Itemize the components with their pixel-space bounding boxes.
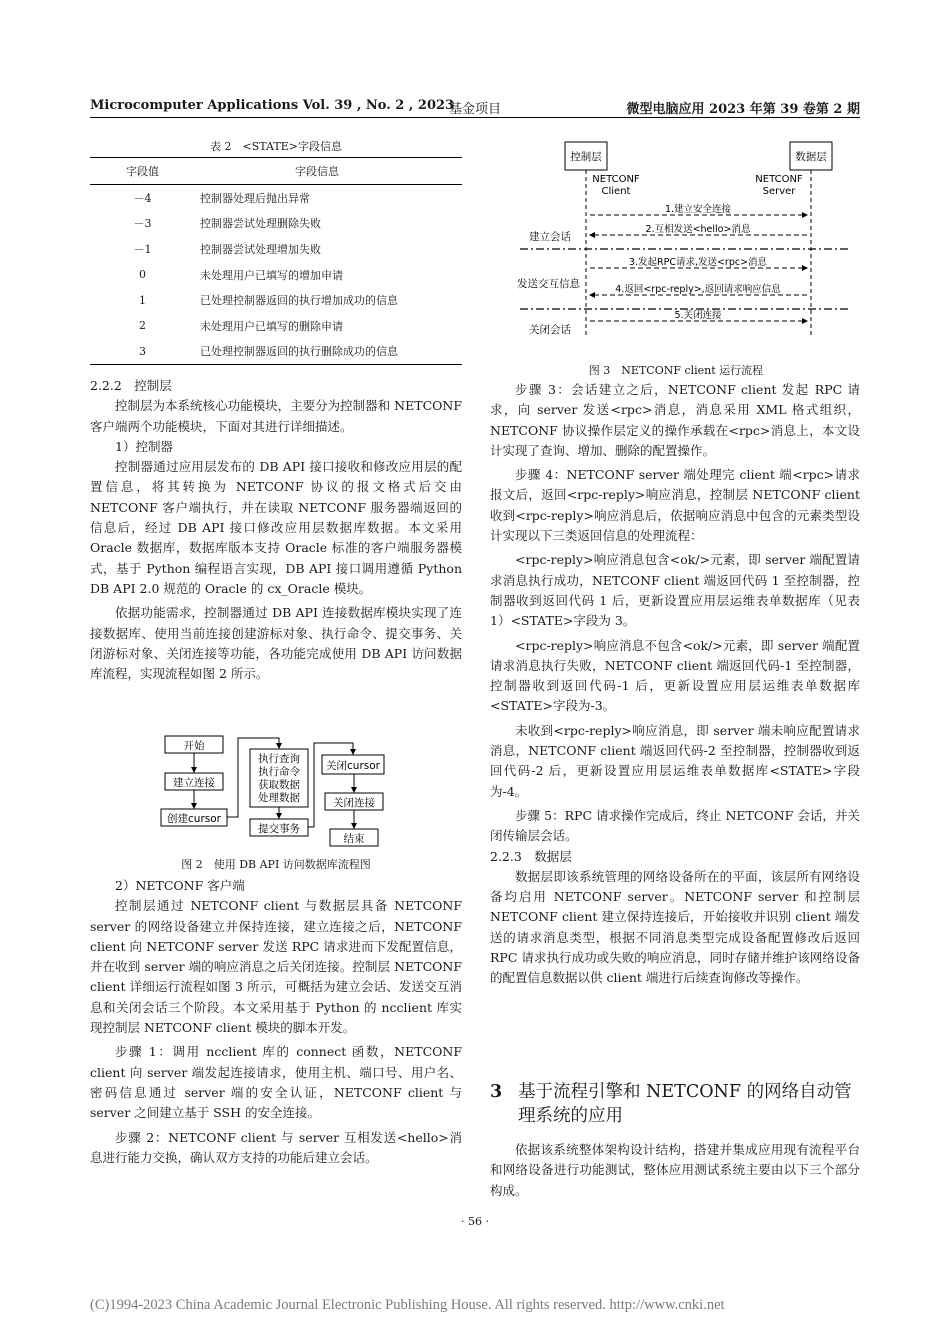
figure-3-caption: 图 3 NETCONF client 运行流程	[588, 364, 764, 377]
end-label: 结束	[343, 833, 365, 845]
paragraph: 控制层通过 NETCONF client 与数据层具备 NETCONF server 的网络设备建立并保持连接，建立连接之后，NETCONF client 向 NETCONF server 发送 RPC 请求进而下发配置信息，并在收到 server 端的响应消息之后关闭连接。控制层 NETCONF client 详细运行流程如图 3 所示，可概括为建立会话、发送交互消息和关闭会话三个阶段。本文采用基于 Python 的 ncclient 库实现控制层 NETCONF client 模块的脚本开发。	[90, 898, 462, 1036]
table-cell: 控制器尝试处理删除失败	[200, 217, 321, 231]
server-label-1: NETCONF	[755, 174, 803, 185]
paragraph: 步骤 3：会话建立之后，NETCONF client 发起 RPC 请求，向 server 发送<rpc>消息，消息采用 XML 格式组织，NETCONF 协议操作层定义的操作承载在<rpc>消息上，本文设计实现了查询、增加、删除的配置操作。	[490, 382, 860, 458]
left-column-upper	[90, 376, 462, 684]
table-row	[90, 339, 462, 365]
section-heading-2-2-3: 2.2.3 数据层	[490, 848, 572, 864]
table-cell: 未处理用户已填写的增加申请	[200, 268, 343, 282]
paragraph: 未收到<rpc-reply>响应消息，即 server 端未响应配置请求消息，NETCONF client 端返回代码-2 至控制器，控制器收到返回代码-2 后，更新设置应用层运维表单数据库<STATE>字段为-4。	[490, 722, 860, 799]
query-label-1: 执行查询	[258, 753, 300, 765]
commit-label: 提交事务	[258, 823, 300, 835]
message-4: 4.返回<rpc-reply>,返回请求响应信息	[615, 284, 781, 295]
section-3-title: 基于流程引擎和 NETCONF 的网络自动管理系统的应用	[518, 1082, 852, 1126]
table-cell: －4	[133, 191, 152, 205]
table-cell: 2	[139, 319, 146, 333]
paragraph: 依据该系统整体架构设计结构，搭建并集成应用现有流程平台和网络设备进行功能测试，整体应用测试系统主要由以下三个部分构成。	[490, 1142, 860, 1198]
phase-establish: 建立会话	[529, 231, 571, 243]
running-header-center: 基金项目	[448, 102, 501, 117]
table-cell: 1	[139, 293, 146, 307]
close-conn-label: 关闭连接	[333, 797, 375, 809]
paragraph: 控制层为本系统核心功能模块，主要分为控制器和 NETCONF 客户端两个功能模块，下面对其进行详细描述。	[90, 398, 462, 434]
left-column-lower	[90, 876, 462, 1168]
table-cell: －3	[133, 217, 152, 231]
message-3: 3.发起RPC请求,发送<rpc>消息	[628, 257, 768, 268]
table2-caption: 表 2 <STATE>字段信息	[210, 140, 342, 153]
server-label-2: Server	[762, 186, 796, 197]
running-header-right: 微型电脑应用 2023 年第 39 卷第 2 期	[626, 102, 860, 117]
table-cell: 已处理控制器返回的执行删除成功的信息	[195, 339, 462, 365]
figure-3-sequence-diagram	[515, 138, 855, 343]
paragraph: 步骤 1：调用 ncclient 库的 connect 函数，NETCONF client 向 server 端发起连接请求，使用主机、端口号、用户名、密码信息通过 server 端的安全认证，NETCONF client 与 server 之间建立基于 SSH 的安全连接。	[90, 1044, 462, 1121]
table-cell: 0	[139, 268, 146, 282]
query-label-2: 执行命令	[258, 766, 300, 778]
message-5: 5.关闭连接	[674, 310, 722, 321]
query-label-4: 处理数据	[258, 792, 300, 804]
table-cell: 控制器处理后抛出异常	[200, 191, 310, 205]
table-row	[90, 287, 462, 313]
figure-2-flowchart	[160, 735, 400, 857]
table-cell: －1	[133, 242, 152, 256]
header-rule	[90, 117, 860, 118]
subheading: 2）NETCONF 客户端	[115, 878, 245, 893]
paragraph: 步骤 4：NETCONF server 端处理完 client 端<rpc>请求报文后，返回<rpc-reply>响应消息，控制层 NETCONF client 收到<rpc-reply>响应消息后，依据响应消息中包含的元素类型设计实现以下三类返回信息的处理流程：	[490, 467, 860, 544]
table-row	[90, 236, 462, 262]
client-label-1: NETCONF	[592, 174, 640, 185]
message-2: 2.互相发送<hello>消息	[645, 224, 751, 235]
table-cell: 已处理控制器返回的执行增加成功的信息	[200, 294, 398, 308]
table-row	[90, 313, 462, 339]
copyright-footer: (C)1994-2023 China Academic Journal Electronic Publishing House. All rights reserved. http://www.cnki.net	[90, 1297, 725, 1313]
connect-label: 建立连接	[173, 777, 215, 789]
table-row	[90, 211, 462, 237]
start-label: 开始	[183, 740, 205, 752]
paragraph: 依据功能需求，控制器通过 DB API 连接数据库模块实现了连接数据库、使用当前连接创建游标对象、执行命令、提交事务、关闭游标对象、关闭连接等功能，各功能完成使用 DB API 访问数据库流程，实现流程如图 2 所示。	[90, 605, 462, 682]
table-row	[90, 185, 462, 211]
table-cell: 3	[90, 339, 195, 365]
paragraph: <rpc-reply>响应消息包含<ok/>元素，即 server 端配置请求消息执行成功，NETCONF client 端返回代码 1 至控制器，控制器收到返回代码 1 后，更新设置应用层运维表单数据库（见表 1）<STATE>字段为 3。	[490, 552, 860, 629]
paragraph: 数据层即该系统管理的网络设备所在的平面，该层所有网络设备均启用 NETCONF server。NETCONF server 和控制层 NETCONF client 建立保持连接后，开始接收并识别 client 端发送的请求消息类型，根据不同消息类型完成设备配置修改后返回 RPC 请求执行成功或失败的响应消息，同时存储并维护该网络设备的配置信息数据以供 client 端进行后续查询修改等操作。	[490, 868, 860, 986]
query-label-3: 获取数据	[258, 779, 300, 791]
column-header: 字段信息	[195, 158, 462, 185]
section-heading-2-2-2: 2.2.2 控制层	[90, 378, 172, 393]
data-layer-label: 数据层	[795, 151, 827, 163]
table2	[90, 157, 462, 365]
right-column	[490, 380, 860, 989]
paragraph: 步骤 2：NETCONF client 与 server 互相发送<hello>消息进行能力交换，确认双方支持的功能后建立会话。	[90, 1129, 462, 1165]
subheading: 1）控制器	[115, 438, 173, 454]
client-label-2: Client	[601, 186, 631, 197]
running-header-left: Microcomputer Applications Vol. 39 , No. 2 , 2023	[90, 98, 455, 113]
table-header-row	[90, 158, 462, 185]
paragraph: 步骤 5：RPC 请求操作完成后，终止 NETCONF 会话，并关闭传输层会话。	[490, 807, 860, 844]
phase-exchange: 发送交互信息	[517, 278, 580, 290]
figure-2-caption: 图 2 使用 DB API 访问数据库流程图	[181, 858, 371, 871]
page-number: · 56 ·	[461, 1215, 489, 1228]
right-column-bottom	[490, 1140, 860, 1201]
cursor-label: 创建cursor	[167, 813, 221, 825]
table-row	[90, 262, 462, 288]
phase-close: 关闭会话	[529, 324, 571, 336]
section-3-heading	[490, 1080, 860, 1128]
section-3-number: 3	[490, 1082, 503, 1102]
column-header: 字段值	[90, 158, 195, 185]
table-cell: 控制器尝试处理增加失败	[200, 242, 321, 256]
control-layer-label: 控制层	[570, 151, 602, 163]
message-1: 1.建立安全连接	[664, 204, 732, 215]
table-cell: 未处理用户已填写的删除申请	[200, 319, 343, 333]
paragraph: <rpc-reply>响应消息不包含<ok/>元素，即 server 端配置请求消息执行失败，NETCONF client 端返回代码-1 至控制器，控制器收到返回代码-1 后，更新设置应用层运维表单数据库<STATE>字段为-3。	[490, 637, 860, 714]
close-cursor-label: 关闭cursor	[326, 760, 380, 772]
paragraph: 控制器通过应用层发布的 DB API 接口接收和修改应用层的配置信息，将其转换为 NETCONF 协议的报文格式后交由 NETCONF 客户端执行，并在读取 NETCONF 服务器端返回的信息后，经过 DB API 接口修改应用层数据库数据。本文采用 Oracle 数据库，数据库版本支持 Oracle 标准的客户端服务器模式，基于 Python 编程语言实现，DB API 接口调用遵循 Python DB API 2.0 规范的 Oracle 的 cx_Oracle 模块。	[90, 459, 462, 596]
